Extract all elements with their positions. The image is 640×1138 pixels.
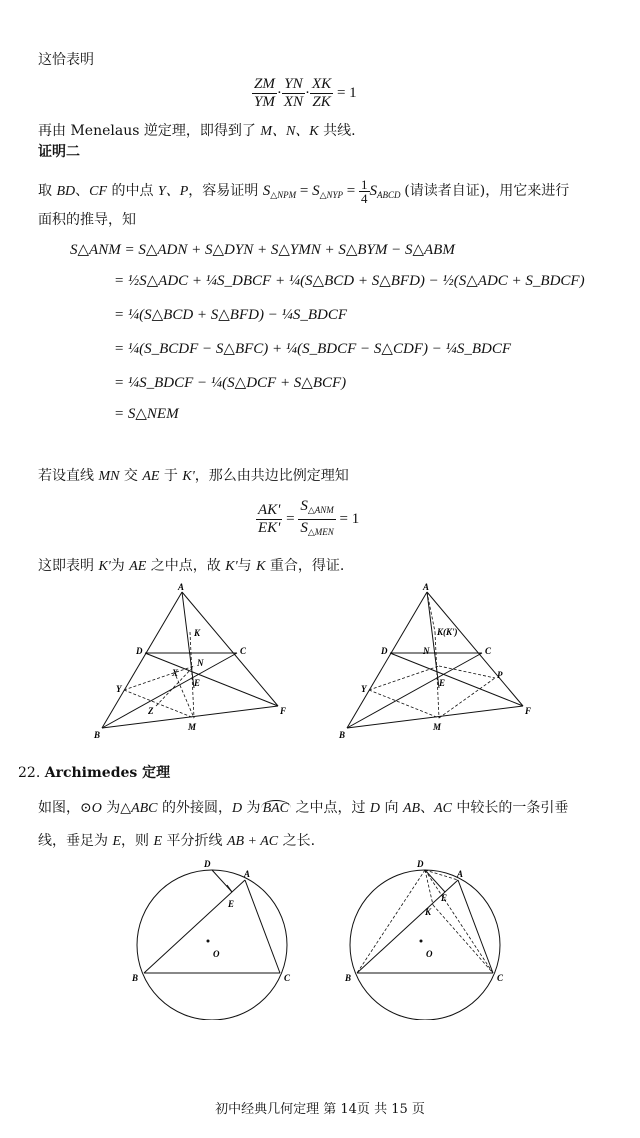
p3-pre: 取: [38, 182, 57, 199]
p3-bd: BD: [56, 183, 76, 199]
eq2-den2-sub: △MEN: [307, 527, 334, 537]
eq2-rhs: = 1: [339, 510, 360, 527]
p6-k3: K: [256, 559, 266, 574]
p7-b: 为△: [101, 800, 132, 816]
fig3-label-C: C: [284, 973, 291, 983]
p3-cf: CF: [89, 183, 108, 199]
eq2-num2-sub: △ANM: [307, 505, 334, 515]
text-p8: [38, 831, 315, 852]
p5-mid: 交: [119, 468, 143, 484]
fig2-label-A: A: [423, 582, 430, 592]
fig2-label-K: K(K'): [437, 627, 458, 637]
fig1-label-C: C: [240, 646, 247, 656]
equation-ratio-product: $\frac{ZM}{YM}$ · $\frac{YN}{XN}$ · $\frac{XK}{ZK}$ = 1: [254, 76, 357, 110]
fig1-label-F: F: [280, 706, 287, 716]
eq1-den3: ZK: [312, 94, 331, 110]
fig4-label-B: B: [345, 973, 352, 983]
p7-ab: AB: [402, 801, 421, 816]
p8-e2: E: [153, 834, 163, 849]
inline-area-equation: [262, 177, 405, 206]
p2-points: M、N、K: [260, 124, 319, 139]
p5-ae: AE: [142, 469, 160, 484]
p6-post: 重合，得证.: [265, 558, 345, 574]
derivation-line-2: = ½S△ADC + ¼S_DBCF + ¼(S△BCD + S△BFD) − ½(S△ADC + S_BDCF): [114, 273, 585, 289]
fig4-label-O: O: [426, 949, 433, 959]
p7-abc: ABC: [131, 801, 158, 816]
p8-a: 线，垂足为: [38, 833, 113, 849]
derivation-line-4: = ¼(S_BCDF − S△BFC) + ¼(S_BDCF − S△CDF) − ¼S_BDCF: [114, 341, 511, 357]
eqs-rhs: S: [369, 182, 378, 199]
fig2-label-F: F: [525, 706, 532, 716]
text-p5: [38, 466, 349, 487]
fig3-label-B: B: [132, 973, 139, 983]
p3-easy: ，容易证明: [188, 182, 259, 199]
figure-archimedes-1: [120, 855, 305, 1020]
p8-d: 之长.: [278, 833, 316, 849]
p7-d2: D: [369, 801, 381, 816]
text-p1: 这恰表明: [38, 52, 94, 68]
fig4-label-E: E: [441, 893, 448, 903]
p7-e: 为: [242, 800, 261, 816]
eqs-eq2: =: [346, 182, 356, 199]
fig1-label-A: A: [178, 582, 185, 592]
p5-post: ，那么由共边比例定理知: [194, 468, 349, 484]
fig1-label-N: N: [197, 658, 204, 668]
fig1-label-X: X: [172, 668, 179, 678]
p5-k: K': [182, 469, 195, 484]
fig2-label-D: D: [381, 646, 388, 656]
page-footer: 初中经典几何定理 第 14页 共 15 页: [215, 1102, 425, 1117]
fig2-label-E: E: [439, 678, 446, 688]
p6-ae: AE: [129, 559, 147, 574]
fig3-label-O: O: [213, 949, 220, 959]
figure-quadrilateral-2: [335, 580, 535, 745]
p3-yp: Y、P: [157, 183, 189, 199]
eqs-mid-sub: △NYP: [319, 189, 344, 200]
eqs-frac-num: 1: [361, 177, 368, 192]
figure-3-labels: [131, 859, 291, 983]
p3-sep: 、: [75, 182, 90, 199]
fig2-label-M: M: [433, 722, 442, 732]
eq2-den: EK': [258, 520, 281, 536]
p5-pre: 若设直线: [38, 468, 99, 484]
fig1-label-E: E: [194, 678, 201, 688]
derivation-line-3: = ¼(S△BCD + S△BFD) − ¼S_BDCF: [114, 307, 347, 323]
heading-proof-two: 证明二: [38, 144, 80, 160]
p7-c: 的外接圆，: [157, 800, 232, 816]
eq1-den1: YM: [254, 94, 275, 110]
fig1-label-K: K: [194, 628, 201, 638]
eqs-eq1: =: [299, 182, 309, 199]
text-p7: [38, 798, 568, 819]
p2-post: 共线.: [318, 123, 356, 139]
eq1-rhs: = 1: [336, 84, 357, 101]
section-number: 22.: [18, 765, 41, 781]
eq1-den2: XN: [283, 94, 304, 110]
p6-mid2: 之中点，故: [146, 558, 226, 574]
fig4-label-C: C: [497, 973, 504, 983]
fig4-label-K: K: [425, 907, 432, 917]
eqs-mid: S: [312, 182, 320, 199]
p2-pre: 再由 Menelaus 逆定理，即得到了: [38, 123, 261, 139]
fig3-label-D: D: [204, 859, 211, 869]
fig2-label-B: B: [339, 730, 346, 740]
p7-f: 之中点，过: [291, 800, 370, 816]
figure-archimedes-2: [333, 855, 518, 1020]
fig3-label-A: A: [244, 869, 251, 879]
derivation-line-1: S△ANM = S△ADN + S△DYN + S△YMN + S△BYM − S△ABM: [70, 242, 455, 258]
p7-arc-bac: BAC: [262, 801, 290, 816]
eqs-lhs-sub: △NPM: [270, 189, 297, 200]
p6-pre: 这即表明: [38, 558, 99, 574]
fig1-label-M: M: [188, 722, 197, 732]
p8-b: ，则: [121, 833, 154, 849]
area-derivation: [70, 236, 585, 428]
figure-quadrilateral-1: [90, 580, 290, 745]
fig2-label-N: N: [423, 646, 430, 656]
eqs-lhs: S: [262, 182, 271, 199]
p7-g: 向: [380, 800, 403, 816]
p6-mid3: 与: [237, 558, 257, 574]
p7-a: 如图，⊙: [38, 800, 92, 816]
fig2-label-C: C: [485, 646, 492, 656]
derivation-line-5: = ¼S_BDCF − ¼(S△DCF + S△BCF): [114, 375, 347, 391]
p3-mid: 的中点: [107, 182, 158, 199]
fig4-label-A: A: [457, 869, 464, 879]
p6-k: K': [98, 559, 111, 574]
text-p3: [38, 178, 569, 205]
fig2-label-Y: Y: [361, 684, 367, 694]
eq1-num1: ZM: [254, 76, 275, 92]
p7-d: D: [231, 801, 243, 816]
p5-mid2: 于: [159, 468, 183, 484]
section-title: Archimedes 定理: [44, 765, 171, 781]
p6-mid: 为: [110, 558, 130, 574]
p8-e: E: [112, 834, 122, 849]
equation-ak-ek: $\frac{AK'}{EK'}$ = $\frac{S_{\triangle ANM}}{S_{\triangle MEN}}$ = 1: [258, 498, 360, 537]
p6-k2: K': [225, 559, 238, 574]
fig1-label-Y: Y: [116, 684, 122, 694]
fig4-label-D: D: [417, 859, 424, 869]
p7-ac: AC: [434, 801, 452, 816]
p7-h: 、: [420, 800, 435, 816]
eq1-num2: YN: [282, 76, 305, 94]
text-p2: [38, 121, 356, 142]
eq2-num2: S: [300, 498, 308, 514]
eq2-den2: S: [300, 520, 308, 536]
fig1-label-B: B: [94, 730, 101, 740]
eq2-num: AK': [258, 502, 281, 518]
p7-o: O: [91, 801, 102, 816]
text-p6: [38, 556, 344, 577]
p7-i: 中较长的一条引垂: [451, 800, 569, 816]
p8-abac: AB + AC: [226, 834, 279, 849]
fig3-label-E: E: [228, 899, 235, 909]
text-p4: 面积的推导，知: [38, 212, 136, 228]
figure-4-labels: [344, 859, 504, 983]
fig1-label-Z: Z: [148, 706, 154, 716]
p8-c: 平分折线: [162, 833, 227, 849]
p5-mn: MN: [98, 469, 120, 484]
section-22-heading: [18, 763, 170, 783]
eq1-num3: XK: [312, 76, 332, 92]
eqs-rhs-sub: ABCD: [377, 189, 401, 200]
eqs-frac-den: 4: [361, 191, 368, 206]
fig1-label-D: D: [136, 646, 143, 656]
derivation-line-6: = S△NEM: [114, 406, 179, 422]
p3-tail: (请读者自证)，用它来进行: [404, 182, 570, 199]
fig2-label-P: P: [497, 670, 503, 680]
